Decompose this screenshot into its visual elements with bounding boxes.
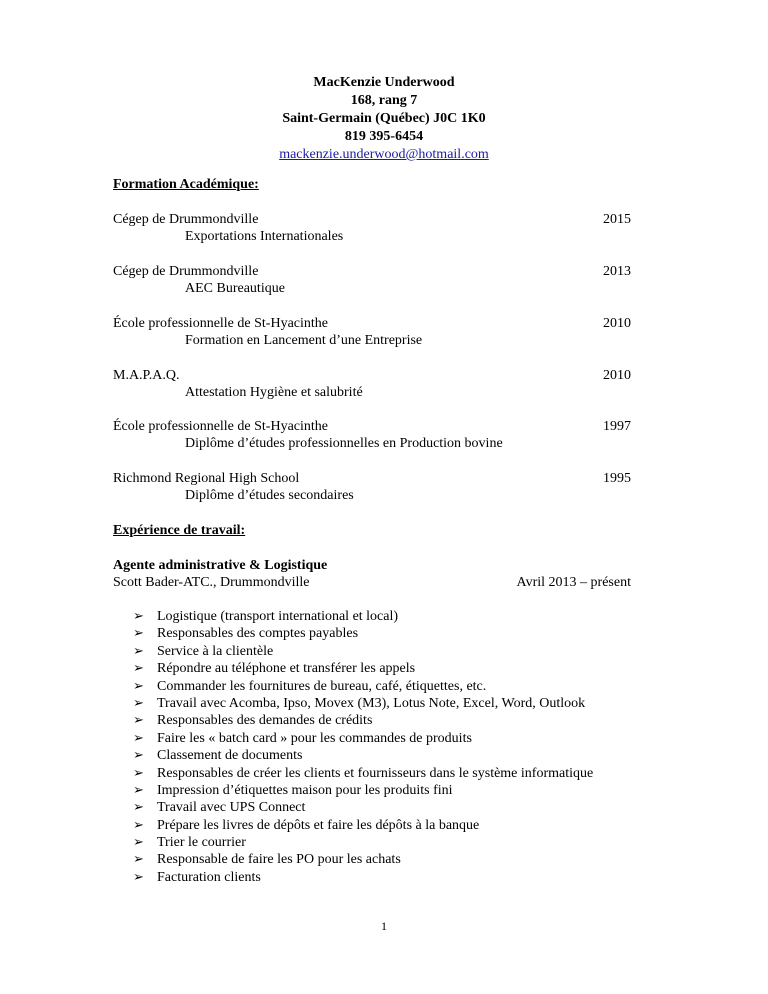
program-name: Diplôme d’études secondaires xyxy=(185,488,354,503)
task-item xyxy=(133,712,593,729)
task-item xyxy=(133,608,593,625)
employer-name: Scott Bader-ATC., Drummondville xyxy=(113,575,310,590)
contact-header xyxy=(0,74,768,164)
graduation-year: 1997 xyxy=(603,419,631,434)
task-item xyxy=(133,782,593,799)
program-name: Formation en Lancement d’une Entreprise xyxy=(185,333,423,348)
school-name: M.A.P.A.Q. xyxy=(113,368,180,383)
task-item xyxy=(133,730,593,747)
arrow-bullet-icon: ➢ xyxy=(133,730,144,746)
task-item xyxy=(133,817,593,834)
arrow-bullet-icon: ➢ xyxy=(133,817,144,833)
task-text: Responsables des comptes payables xyxy=(157,626,359,642)
task-text: Travail avec UPS Connect xyxy=(157,800,306,816)
task-text: Service à la clientèle xyxy=(157,643,274,659)
task-text: Travail avec Acomba, Ipso, Movex (M3), Lotus Note, Excel, Word, Outlook xyxy=(157,695,586,711)
arrow-bullet-icon: ➢ xyxy=(133,782,144,798)
address-line-1: 168, rang 7 xyxy=(350,93,418,108)
program-name: Attestation Hygiène et salubrité xyxy=(185,385,363,400)
page-number: 1 xyxy=(381,919,387,933)
task-item xyxy=(133,643,593,660)
task-item xyxy=(133,869,593,886)
task-item xyxy=(133,765,593,782)
job-period: Avril 2013 – présent xyxy=(516,575,631,590)
arrow-bullet-icon: ➢ xyxy=(133,869,144,885)
task-text: Commander les fournitures de bureau, café, étiquettes, etc. xyxy=(157,678,487,694)
school-name: École professionnelle de St-Hyacinthe xyxy=(113,419,328,434)
task-text: Responsable de faire les PO pour les achats xyxy=(157,852,401,868)
arrow-bullet-icon: ➢ xyxy=(133,695,144,711)
program-name: AEC Bureautique xyxy=(185,281,285,296)
task-text: Faire les « batch card » pour les commandes de produits xyxy=(157,730,472,746)
experience-heading: Expérience de travail: xyxy=(113,523,246,538)
task-text: Impression d’étiquettes maison pour les produits fini xyxy=(157,782,453,798)
task-list xyxy=(133,608,593,886)
education-heading: Formation Académique: xyxy=(113,177,259,192)
task-text: Facturation clients xyxy=(157,869,261,885)
graduation-year: 1995 xyxy=(603,471,631,486)
task-text: Logistique (transport international et local) xyxy=(157,609,399,624)
job-title: Agente administrative & Logistique xyxy=(113,558,328,573)
task-item xyxy=(133,625,593,642)
school-name: Cégep de Drummondville xyxy=(113,212,259,227)
arrow-bullet-icon: ➢ xyxy=(133,800,144,816)
address-line-2: Saint-Germain (Québec) J0C 1K0 xyxy=(282,111,486,126)
graduation-year: 2013 xyxy=(603,264,631,279)
education-entry xyxy=(113,367,631,401)
task-item xyxy=(133,799,593,816)
arrow-bullet-icon: ➢ xyxy=(133,765,144,781)
education-entry xyxy=(113,418,631,452)
task-text: Responsables de créer les clients et fournisseurs dans le système informatique xyxy=(157,765,594,781)
arrow-bullet-icon: ➢ xyxy=(133,852,144,868)
task-item xyxy=(133,851,593,868)
candidate-name: MacKenzie Underwood xyxy=(313,75,455,90)
task-text: Répondre au téléphone et transférer les appels xyxy=(157,661,416,677)
task-item xyxy=(133,678,593,695)
school-name: Cégep de Drummondville xyxy=(113,264,259,279)
arrow-bullet-icon: ➢ xyxy=(133,713,144,729)
task-item xyxy=(133,834,593,851)
arrow-bullet-icon: ➢ xyxy=(133,643,144,659)
task-item xyxy=(133,695,593,712)
education-entry xyxy=(113,470,631,504)
task-text: Classement de documents xyxy=(157,748,303,764)
arrow-bullet-icon: ➢ xyxy=(133,626,144,642)
task-item xyxy=(133,747,593,764)
arrow-bullet-icon: ➢ xyxy=(133,835,144,851)
arrow-bullet-icon: ➢ xyxy=(133,609,144,624)
phone-number: 819 395-6454 xyxy=(344,129,424,144)
arrow-bullet-icon: ➢ xyxy=(133,678,144,694)
arrow-bullet-icon: ➢ xyxy=(133,661,144,677)
email-link[interactable]: mackenzie.underwood@hotmail.com xyxy=(279,147,489,162)
education-entry xyxy=(113,315,631,349)
graduation-year: 2015 xyxy=(603,212,631,227)
job-employer-row xyxy=(113,574,631,591)
arrow-bullet-icon: ➢ xyxy=(133,748,144,764)
program-name: Diplôme d’études professionnelles en Production bovine xyxy=(185,436,503,451)
education-entry xyxy=(113,211,631,245)
task-text: Responsables des demandes de crédits xyxy=(157,713,373,729)
school-name: École professionnelle de St-Hyacinthe xyxy=(113,316,328,331)
task-text: Trier le courrier xyxy=(157,835,246,851)
school-name: Richmond Regional High School xyxy=(113,471,300,486)
graduation-year: 2010 xyxy=(603,316,631,331)
education-entry xyxy=(113,263,631,297)
task-text: Prépare les livres de dépôts et faire les dépôts à la banque xyxy=(157,817,480,833)
program-name: Exportations Internationales xyxy=(185,229,344,244)
task-item xyxy=(133,660,593,677)
graduation-year: 2010 xyxy=(603,368,631,383)
